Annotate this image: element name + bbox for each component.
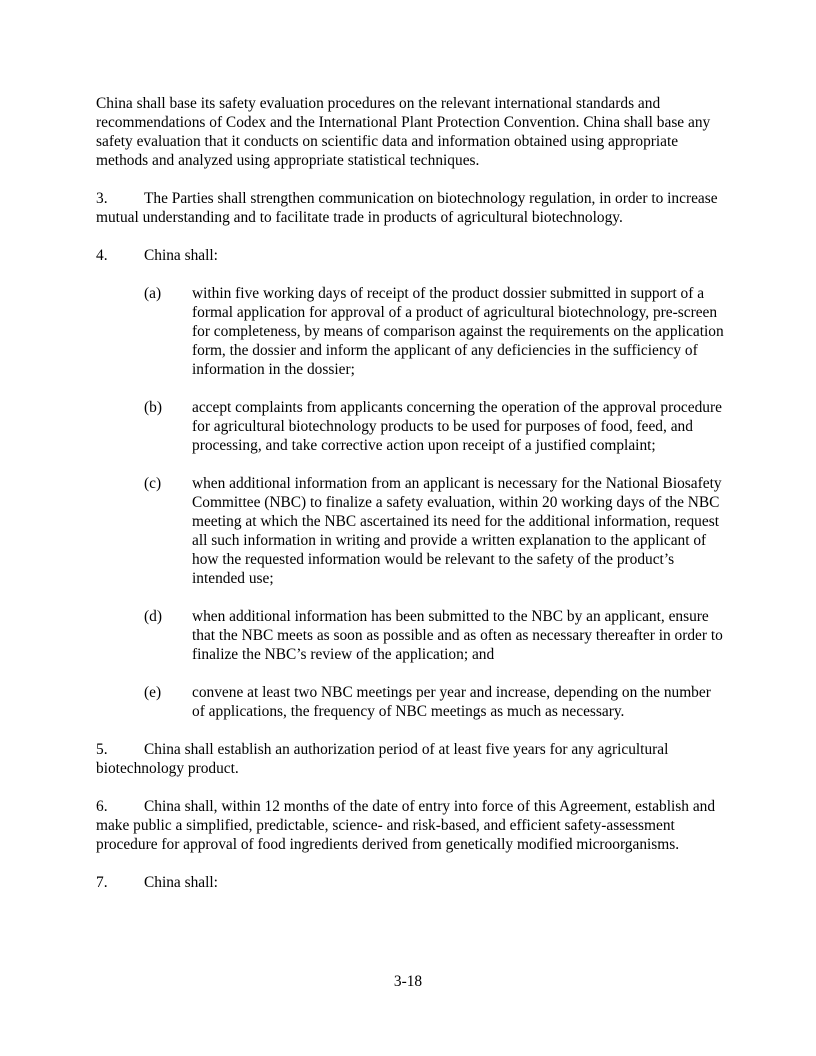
item-b-label: (b) bbox=[144, 399, 162, 416]
paragraph-7-number: 7. bbox=[96, 874, 108, 891]
paragraph-3-number: 3. bbox=[96, 190, 108, 207]
item-c bbox=[96, 474, 724, 588]
paragraph-3-text: The Parties shall strengthen communication on biotechnology regulation, in order to increase mutual understanding and to facilitate trade in products of agricultural biotechnology. bbox=[96, 190, 718, 226]
item-a bbox=[96, 284, 724, 379]
item-d-text: when additional information has been submitted to the NBC by an applicant, ensure that the NBC meets as soon as possible and as often as necessary thereafter in order to finalize the NBC’s review of the application; and bbox=[192, 608, 723, 663]
paragraph-7-text: China shall: bbox=[144, 874, 218, 891]
item-b bbox=[96, 398, 724, 455]
paragraph-7 bbox=[96, 873, 724, 892]
paragraph-5-number: 5. bbox=[96, 741, 108, 758]
item-c-text: when additional information from an applicant is necessary for the National Biosafety Committee (NBC) to finalize a safety evaluation, within 20 working days of the NBC meeting at which the NBC ascertained its need for the additional information, request all such information in writing and provide a written explanation to the applicant of how the requested information would be relevant to the safety of the product’s intended use; bbox=[192, 475, 722, 587]
paragraph-3 bbox=[96, 189, 724, 227]
paragraph-5-text: China shall establish an authorization period of at least five years for any agricultural biotechnology product. bbox=[96, 741, 669, 777]
item-c-label: (c) bbox=[144, 475, 162, 492]
item-b-text: accept complaints from applicants concerning the operation of the approval procedure for agricultural biotechnology products to be used for purposes of food, feed, and processing, and take corrective action upon receipt of a justified complaint; bbox=[192, 399, 722, 454]
item-d bbox=[96, 607, 724, 664]
paragraph-4 bbox=[96, 246, 724, 265]
paragraph-4-number: 4. bbox=[96, 247, 108, 264]
item-e-label: (e) bbox=[144, 684, 162, 701]
paragraph-6-text: China shall, within 12 months of the date of entry into force of this Agreement, establish and make public a simplified, predictable, science- and risk-based, and efficient safety-assessment procedure for approval of food ingredients derived from genetically modified microorganisms. bbox=[96, 798, 716, 853]
page-number: 3-18 bbox=[393, 973, 423, 990]
item-a-label: (a) bbox=[144, 285, 162, 302]
paragraph-6-number: 6. bbox=[96, 798, 108, 815]
paragraph-6 bbox=[96, 797, 724, 854]
item-e-text: convene at least two NBC meetings per year and increase, depending on the number of applications, the frequency of NBC meetings as much as necessary. bbox=[192, 684, 711, 720]
document-page bbox=[96, 94, 724, 892]
item-e bbox=[96, 683, 724, 721]
item-a-text: within five working days of receipt of the product dossier submitted in support of a formal application for approval of a product of agricultural biotechnology, pre-screen for completeness, by means of comparison against the requirements on the application form, the dossier and inform the applicant of any deficiencies in the sufficiency of information in the dossier; bbox=[192, 285, 724, 378]
paragraph-5 bbox=[96, 740, 724, 778]
intro-paragraph: China shall base its safety evaluation procedures on the relevant international standards and recommendations of Codex and the International Plant Protection Convention. China shall base any safety evaluation that it conducts on scientific data and information obtained using appropriate methods and analyzed using appropriate statistical techniques. bbox=[96, 95, 711, 169]
item-d-label: (d) bbox=[144, 608, 162, 625]
paragraph-4-text: China shall: bbox=[144, 247, 218, 264]
